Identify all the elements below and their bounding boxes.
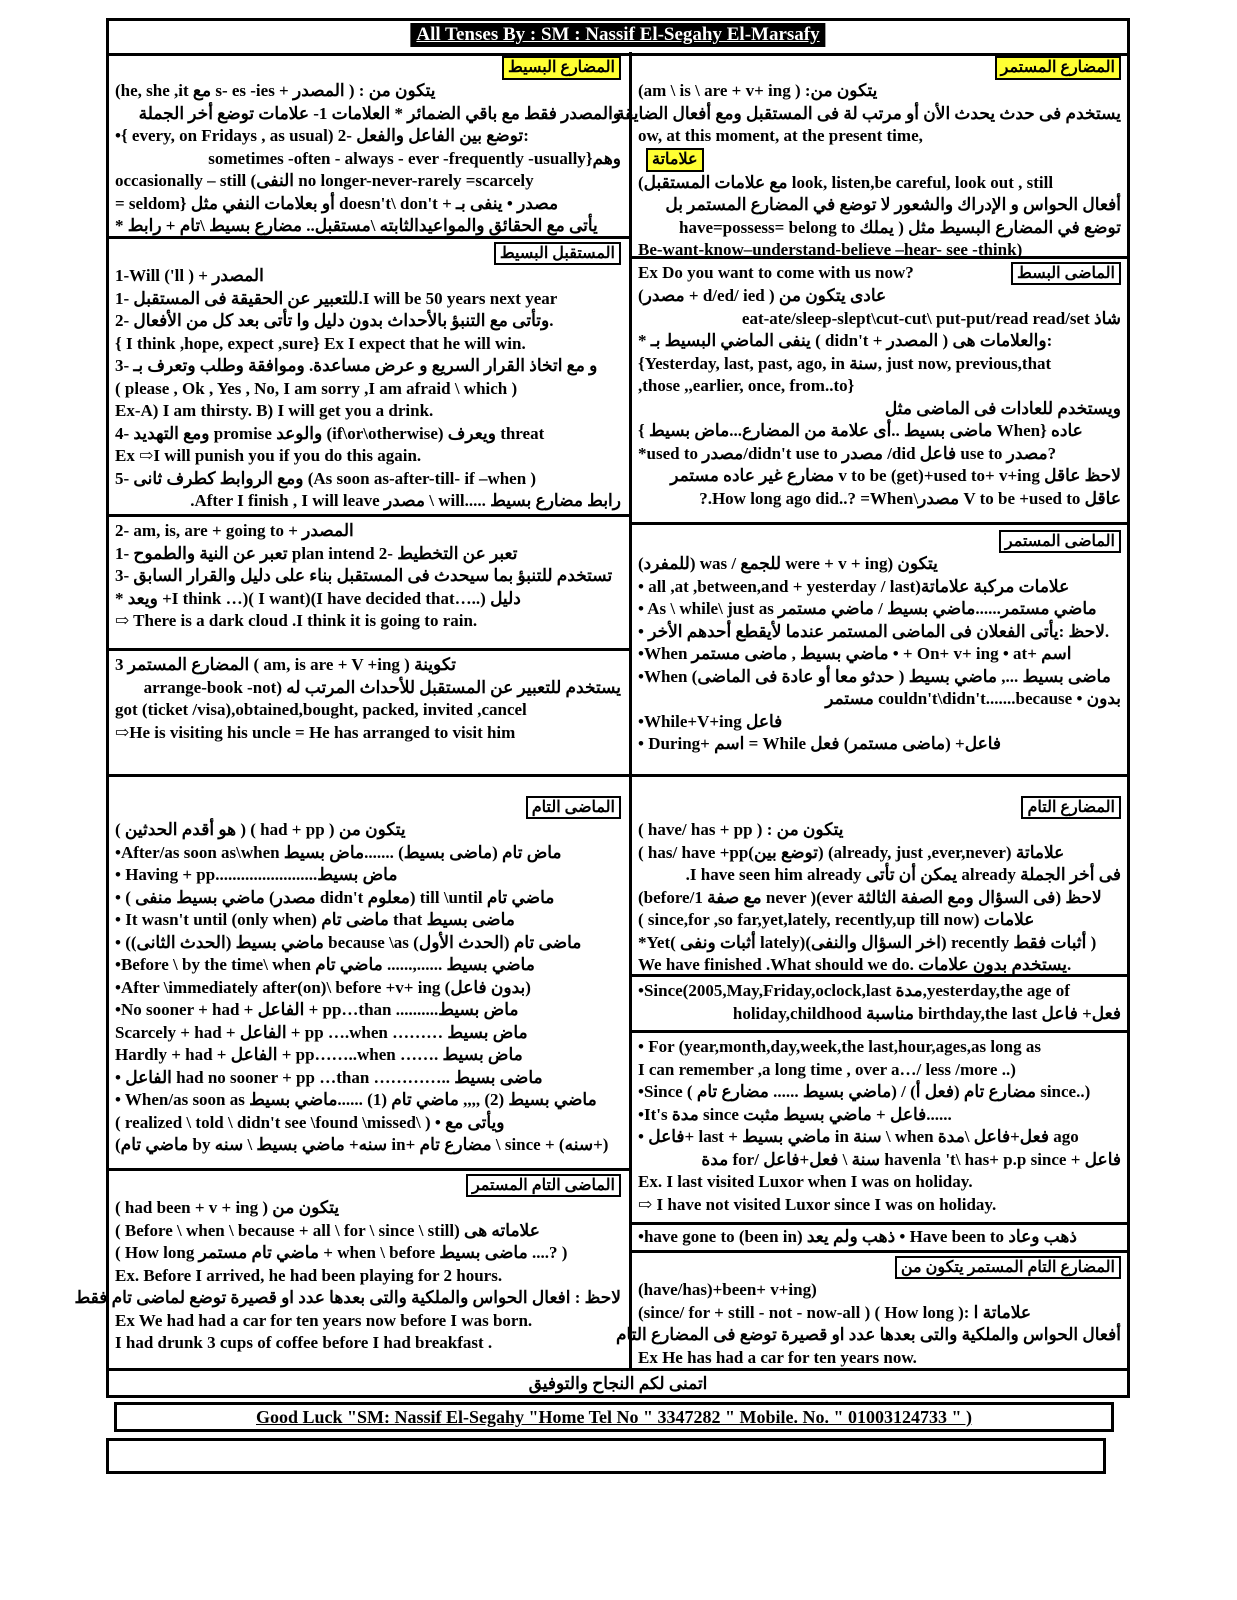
prp-lines-line: ( since,for ,so far,yet,lately, recently,up till now) علامات <box>638 910 1035 929</box>
pcn-lines-line: • During+ اسم = While فاعل+ (ماضى مستمر) فعل <box>638 734 1002 753</box>
pcn-lines-line: • As \ while\ just as ماضي مستمر......ماضي بسيط / ماضي مستمر <box>638 599 1097 618</box>
past-simple-section <box>632 260 1127 520</box>
present-perfect-heading: المضارع التام <box>638 796 1121 819</box>
future-simple-section <box>109 240 627 512</box>
past-perfect-continuous-section <box>74 1172 627 1366</box>
pp-lines-line: • When/as soon as ماضي بسيط (2) ,,,, ماضي تام (1) ......ماضي بسيط <box>115 1090 597 1109</box>
pp-lines-line: •Before \ by the time\ when ماضي بسيط ......,...... ماضي تام <box>115 955 535 974</box>
fs-lines-line: 1- للتعبير عن الحقيقة فى المستقبل.I will be 50 years next year <box>115 288 558 308</box>
pst-lines-line: لاحظ عاقل v to be (get)+used to+ v+ing مضارع غير عاده مستمر <box>670 466 1121 485</box>
past-continuous-heading: الماضى المستمر <box>638 530 1121 553</box>
pc-lines-line: توضع في المضارع البسيط مثل ( يملك have=possess= belong to <box>679 217 1121 237</box>
prp-lines-line: (before/1 مع صفة never )(ever فى السؤال ومع الصفة الثالثة) لاحظ <box>638 887 1102 907</box>
prp-lines-line: *Yet( أثبات ونفى lately)(اخر السؤال والنفى) recently أثبات فقط ) <box>638 932 1097 952</box>
pp-lines-line: •No sooner + had + الفاعل + pp…than ..........ماض بسيط <box>115 1000 519 1019</box>
pp-lines-line: • الفاعل had no sooner + pp …than ………….. ماضى بسيط <box>115 1067 543 1087</box>
pc-lines-line: ow, at this moment, at the present time, <box>638 126 923 145</box>
pc-lines-line: Be-want-know–understand-believe –hear- see -think) <box>638 240 1023 259</box>
pst-lines-line: ,those ,,earlier, once, from..to} <box>638 376 855 395</box>
pst-lines-line: { ماضى بسيط ..أى علامة من المضارع...ماض بسيط When} عاده <box>638 421 1083 440</box>
prp-lines-line: ( have/ has + pp ) : يتكون من <box>638 820 844 839</box>
pcn-lines-line: •When ماضي بسيط , ماضى مستمر • + On+ v+ ing • at+ اسم <box>638 644 1072 663</box>
since-lines-line: فعل+ فاعل birthday,the last مناسبة holiday,childhood <box>732 1003 1121 1023</box>
present-simple-heading: المضارع البسيط <box>115 56 621 80</box>
future-simple-heading: المستقبل البسيط <box>115 242 621 265</box>
fs-lines-line: ( please , Ok , Yes , No, I am sorry ,I am afraid \ which ) <box>115 378 518 398</box>
ppc-lines-line: I had drunk 3 cups of coffee before I had breakfast . <box>115 1333 493 1352</box>
for-lines-line: •Since ( ماضي بسيط ...... مضارع تام) / (فعل أ) مضارع تام since..) <box>638 1082 1091 1101</box>
pst-lines-line: عاقل V to be +used to مصدر\How long ago did..? =When.? <box>699 488 1121 508</box>
fs-lines-line: رابط مضارع بسيط .....will \ مصدر After I finish , I will leave. <box>190 491 621 510</box>
pprc-lines-line: (have/has)+been+ v+ing) <box>638 1280 817 1299</box>
pp-lines-line: • It wasn't until (only when) ماضى تام that ماضى بسيط <box>115 910 515 929</box>
pp-lines-line: • ( ماضي بسيط منفى (مصدر didn't معلوم) till \until ماضي تام <box>115 887 555 907</box>
title-bar <box>106 18 1130 56</box>
tenses-grid <box>74 52 1130 1368</box>
present-perfect-continuous-heading: المضارع التام المستمر يتكون من <box>638 1256 1121 1279</box>
pc-lines-line: يستخدم فى حدث يحدث الأن أو مرتب لة فى المستقبل ومع أفعال الضايقة <box>616 103 1121 123</box>
worksheet-page <box>74 18 1130 1427</box>
ppc-lines-line: ( How long ماضي تام مستمر + when \ before ماضى بسيط ....? ) <box>115 1243 568 1262</box>
present-continuous-heading: المضارع المستمر <box>638 56 1121 80</box>
pp-lines-line: •After/as soon as\when ماض تام (ماضى بسيط) .......ماض بسيط <box>115 842 562 862</box>
ps-lines-line: (he, she ,it مع s- es -ies + المصدر ) : يتكون من <box>115 81 436 100</box>
fs-lines-line: 3- و مع اتخاذ القرار السريع و عرض مساعدة. وموافقة وطلب وتعرف بـ <box>115 356 598 375</box>
pprc-lines-line: Ex He has had a car for ten years now. <box>638 1347 917 1367</box>
pp-lines-line: Hardly + had + الفاعل + pp……..when ……. ماض بسيط <box>115 1045 523 1064</box>
present-perfect-section <box>632 794 1127 972</box>
contact-text: Good Luck "SM: Nassif El-Segahy "Home Tel No " 3347282 " Mobile. No. " 01003124733 " ) <box>256 1407 972 1427</box>
fs-lines-line: Ex-A) I am thirsty. B) I will get you a drink. <box>115 401 434 420</box>
ps-lines-line: والمصدر فقط مع باقي الضمائر * العلامات 1- علامات توضع أخر الجملة <box>138 103 621 123</box>
ps-lines-line: •{ every, on Fridays , as usual) 2- توضع بين الفاعل والفعل: <box>115 126 529 145</box>
pst-lines-line: * ينفى الماضي البسيط بـ ( didn't + المصدر ) والعلامات هى: <box>638 331 1053 350</box>
past-continuous-section <box>632 528 1127 778</box>
pcn-lines-line: بدون • couldn't\didn't.......because مستمر <box>825 689 1121 708</box>
ps-lines-line: * يأتى مع الحقائق والمواعيدالثابته \مستقبل.. مضارع بسيط \تام + رابط <box>115 216 598 235</box>
pp-lines-line: • Having + pp........................ماض بسيط <box>115 865 398 884</box>
fs-lines-line: 4- ومع التهديد promise والوعد (if\or\otherwise) ويعرف threat <box>115 423 545 443</box>
fs-lines-line: 2- وتأتى مع التنبؤ بالأحداث بدون دليل وا تأتى بعد كل من الأفعال. <box>115 311 554 330</box>
wish-text: اتمنى لكم النجاح والتوفيق <box>528 1374 708 1393</box>
since-section <box>632 978 1127 1028</box>
gt-lines-line: * ويعد +I think …)( I want)(I have decided that…..) دليل <box>115 588 521 608</box>
fs-lines-line: 1-Will ('ll ) + المصدر <box>115 266 264 285</box>
for-lines-line: • For (year,month,day,week,the last,hour,ages,as long as <box>638 1037 1041 1056</box>
fs-lines-line: Ex ⇨I will punish you if you do this again. <box>115 446 422 465</box>
for-lines-line: Ex. I last visited Luxor when I was on holiday. <box>638 1172 973 1191</box>
pprc-lines-line: (since/ for + still - not - now-all ) ( How long ): علاماتة ا <box>638 1302 1032 1322</box>
pprc-lines-line: أفعال الحواس والملكية والتى بعدها عدد او قصيرة توضع فى المضارع التام <box>616 1325 1121 1344</box>
pp-lines-line: • (ماضي بسيط (الحدث الثانى) because \as (الحدث الأول) ماضى تام <box>115 932 582 952</box>
for-lines-line: ⇨ I have not visited Luxor since I was on holiday. <box>638 1194 997 1214</box>
pp-lines-line: Scarcely + had + الفاعل + pp ….when ……… ماض بسيط <box>115 1022 528 1042</box>
pst-lines-line: {Yesterday, last, past, ago, in سنة, just now, previous,that <box>638 353 1052 373</box>
pst-lines-line: شاذ eat-ate/sleep-slept\cut-cut\ put-put/read read/set <box>741 308 1121 328</box>
pcn-lines-line: • لاحظ :يأتى الفعلان فى الماضى المستمر عندما لأيقطع أحدهم الأخر. <box>638 621 1110 641</box>
for-since-section <box>632 1034 1127 1220</box>
for-lines-line: • فاعل+ last + ماضي بسيط in سنة \ when فعل+فاعل \مدة ago <box>638 1127 1079 1146</box>
fs-lines-line: 5- ومع الروابط كطرف ثانى (As soon as-after-till- if –when ) <box>115 468 537 488</box>
going-to-section <box>109 518 627 646</box>
ppc-lines-line: ( Before \ when \ because + all \ for \ since \ still) علاماته هى <box>115 1220 540 1240</box>
ppc-lines-line: Ex We had had a car for ten years now before I was born. <box>115 1310 533 1330</box>
for-lines-line: فاعل + havenla 't\ has+ p.p since سنة \ فعل+فاعل /for مدة <box>701 1149 1121 1169</box>
prp-lines-line: ( has/ have +pp(توضع بين) (already, just ,ever,never) علاماتة <box>638 842 1065 862</box>
present-simple-section <box>109 54 627 234</box>
past-perfect-continuous-heading: الماضى التام المستمر <box>115 1174 621 1197</box>
pcf-lines-line: got (ticket /visa),obtained,bought, packed, invited ,cancel <box>115 700 527 719</box>
pst-lines-line: ويستخدم للعادات فى الماضى مثل <box>884 398 1121 418</box>
pc-lines-line: (am \ is \ are + v+ ing ) :يتكون من <box>638 81 878 100</box>
fs-lines-line: { I think ,hope, expect ,sure} Ex I expect that he will win. <box>115 333 526 353</box>
pcf-lines-line: يستخدم للتعبير عن المستقبل للأحداث المرتب له (arrange-book -not <box>143 677 621 697</box>
past-simple-heading: الماضى البسط <box>638 262 1121 285</box>
pc-lines-line: Ex Do you want to come with us now? <box>638 262 914 282</box>
pp-lines-line: ( realized \ told \ didn't see \found \missed\ ) • ويأتى مع <box>115 1112 505 1132</box>
pc-lines-line: (مع علامات المستقبل look, listen,be careful, look out , still <box>638 172 1054 192</box>
gone-been-section <box>632 1224 1127 1250</box>
pp-lines-line: •After \immediately after(on)\ before +v+ ing (بدون فاعل) <box>115 977 531 997</box>
past-perfect-section <box>109 794 627 1166</box>
prp-lines-line: We have finished .What should we do. يستخدم بدون علامات. <box>638 955 1072 974</box>
ps-lines-line: occasionally – still (النفى no longer-never-rarely =scarcely <box>115 171 534 190</box>
pc-lines-line: أفعال الحواس و الإدراك والشعور لا توضع في المضارع المستمر بل <box>665 195 1121 214</box>
for-lines-line: •It's مدة since فاعل + ماضي بسيط مثبت...... <box>638 1104 952 1124</box>
gt-lines-line: 2- am, is, are + going to + المصدر <box>115 521 354 540</box>
pp-lines-line: ( هو أقدم الحدثين ) ( had + pp ) يتكون من <box>115 820 406 839</box>
present-continuous-marks-label: علاماتة <box>646 148 704 172</box>
pcf-lines-line: 3 المضارع المستمر ( am, is are + V +ing ) تكوينة <box>115 655 456 674</box>
pcn-lines-line: • all ,at ,between,and + yesterday / last)علامات مركبة علاماتة <box>638 576 1070 596</box>
pst-lines-line: *used to مصدر/didn't use to مصدر /did فاعل use to مصدر? <box>638 443 1057 463</box>
for-lines-line: I can remember ,a long time , over a…/ less /more ..) <box>638 1059 1016 1079</box>
page-title: All Tenses By : SM : Nassif El-Segahy El-Marsafy <box>410 23 825 47</box>
present-continuous-future-section <box>109 652 627 770</box>
pcn-lines-line: •When ماضى بسيط ..., ماضي بسيط ( حدثو معا أو عادة فى الماضى) <box>638 666 1111 686</box>
bottom-empty-box <box>106 1438 1106 1474</box>
gone-been-line: •have gone to (been in) ذهب ولم يعد • Have been to ذهب وعاد <box>638 1227 1077 1246</box>
wish-bar <box>106 1368 1130 1398</box>
gt-lines-line: 3- تستخدم للتنبؤ بما سيحدث فى المستقبل بناء على دليل والقرار السابق <box>115 566 613 585</box>
pp-lines-line: (ماضي تام by سنه+ ماضي بسيط \ سنه in+ مضارع تام \ since + (سنه+) <box>115 1135 609 1154</box>
pst-lines-line: (مصدر + d/ed/ ied ) عادى يتكون من <box>638 286 887 305</box>
gt-lines-line: ⇨ There is a dark cloud .I think it is going to rain. <box>115 611 478 630</box>
pcn-lines-line: •While+V+ing فاعل <box>638 711 783 731</box>
past-perfect-heading: الماضى التام <box>115 796 621 819</box>
prp-lines-line: فى أخر الجملة already يمكن أن تأتى I have seen him already. <box>685 865 1121 884</box>
ps-lines-line: = seldom} أو بعلامات النفي مثل doesn't\ don't + مصدر • ينفى بـ <box>115 193 559 213</box>
ps-lines-line: وهم{sometimes -often - always - ever -frequently -usually <box>208 148 621 168</box>
pcn-lines-line: (للمفرد) was / للجمع were + v + ing) يتكون <box>638 554 938 573</box>
ppc-lines-line: ( had been + v + ing ) يتكون من <box>115 1198 340 1217</box>
since-lines-line: •Since(2005,May,Friday,oclock,last مدة,yesterday,the age of <box>638 981 1070 1000</box>
contact-bar <box>114 1402 1114 1432</box>
ppc-lines-line: Ex. Before I arrived, he had been playing for 2 hours. <box>115 1265 503 1285</box>
pcf-lines-line: ⇨He is visiting his uncle = He has arranged to visit him <box>115 722 516 742</box>
gt-lines-line: 1- تعبر عن النية والطموح plan intend 2- تعبر عن التخطيط <box>115 543 518 563</box>
present-perfect-continuous-section <box>616 1254 1127 1367</box>
ppc-lines-line: لاحظ : افعال الحواس والملكية والتى بعدها عدد او قصيرة توضع لماضى تام فقط <box>74 1288 621 1307</box>
